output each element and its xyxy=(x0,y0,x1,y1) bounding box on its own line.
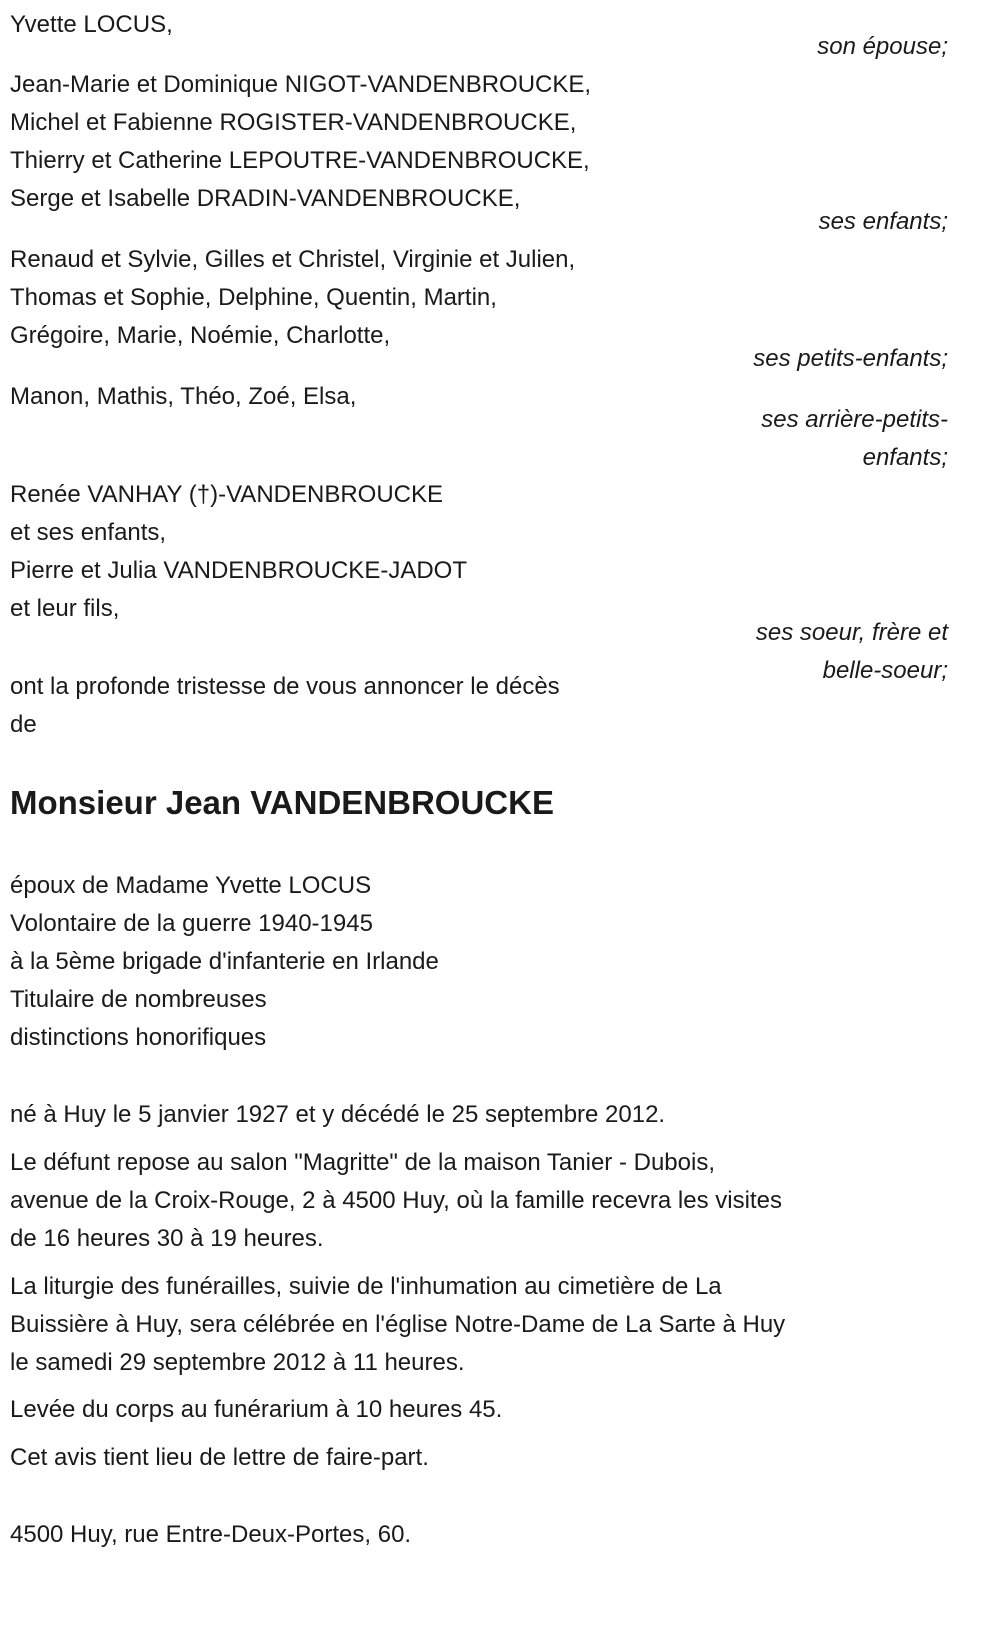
address-line: 4500 Huy, rue Entre-Deux-Portes, 60. xyxy=(10,1521,412,1548)
announcement-line: de xyxy=(10,711,37,738)
name-line: Thierry et Catherine LEPOUTRE-VANDENBROUCKE, xyxy=(10,147,590,174)
deceased-titles xyxy=(10,867,439,1057)
name-line: Michel et Fabienne ROGISTER-VANDENBROUCKE, xyxy=(10,109,577,136)
children-names xyxy=(10,66,591,218)
paragraph-line: Buissière à Huy, sera célébrée en l'église Notre-Dame de La Sarte à Huy xyxy=(10,1311,786,1338)
paragraph-line: avenue de la Croix-Rouge, 2 à 4500 Huy, où la famille recevra les visites xyxy=(10,1187,782,1214)
notice-paragraph xyxy=(10,1439,429,1477)
levee-paragraph xyxy=(10,1391,502,1429)
announcement xyxy=(10,668,560,744)
name-line: et leur fils, xyxy=(10,595,120,622)
name-line: Yvette LOCUS, xyxy=(10,11,173,38)
role-line: ses petits-enfants; xyxy=(753,345,948,372)
paragraph-line: La liturgie des funérailles, suivie de l'inhumation au cimetière de La xyxy=(10,1273,722,1300)
grandchildren-role xyxy=(753,340,948,378)
title-line: époux de Madame Yvette LOCUS xyxy=(10,872,372,899)
address xyxy=(10,1516,411,1554)
paragraph-line: de 16 heures 30 à 19 heures. xyxy=(10,1225,324,1252)
siblings-names xyxy=(10,476,467,628)
name-line: Pierre et Julia VANDENBROUCKE-JADOT xyxy=(10,557,467,584)
paragraph-line: Cet avis tient lieu de lettre de faire-part. xyxy=(10,1444,429,1471)
visitation-paragraph xyxy=(10,1144,782,1258)
paragraph-line: Levée du corps au funérarium à 10 heures 45. xyxy=(10,1396,503,1423)
title-line: à la 5ème brigade d'infanterie en Irlande xyxy=(10,948,439,975)
role-line: belle-soeur; xyxy=(822,657,948,684)
title-line: Volontaire de la guerre 1940-1945 xyxy=(10,910,373,937)
role-line: son épouse; xyxy=(817,33,948,60)
birth-death-paragraph xyxy=(10,1096,665,1134)
title-line: Titulaire de nombreuses xyxy=(10,986,267,1013)
name-line: Thomas et Sophie, Delphine, Quentin, Martin, xyxy=(10,284,497,311)
spouse-role xyxy=(817,28,948,66)
paragraph-line: Le défunt repose au salon "Magritte" de la maison Tanier - Dubois, xyxy=(10,1149,715,1176)
great-grandchildren-names xyxy=(10,378,356,416)
deceased-name: Monsieur Jean VANDENBROUCKE xyxy=(10,784,554,821)
paragraph-line: le samedi 29 septembre 2012 à 11 heures. xyxy=(10,1349,465,1376)
role-line: ses enfants; xyxy=(818,208,948,235)
name-line: Serge et Isabelle DRADIN-VANDENBROUCKE, xyxy=(10,185,521,212)
title-line: distinctions honorifiques xyxy=(10,1024,267,1051)
name-line: Manon, Mathis, Théo, Zoé, Elsa, xyxy=(10,383,357,410)
name-line: Renée VANHAY (†)-VANDENBROUCKE xyxy=(10,481,444,508)
name-line: Grégoire, Marie, Noémie, Charlotte, xyxy=(10,322,391,349)
funeral-paragraph xyxy=(10,1268,785,1382)
announcement-line: ont la profonde tristesse de vous annoncer le décès xyxy=(10,673,560,700)
name-line: et ses enfants, xyxy=(10,519,167,546)
great-grandchildren-role xyxy=(761,401,948,477)
children-role xyxy=(819,203,948,241)
role-line: ses soeur, frère et xyxy=(755,619,948,646)
paragraph-line: né à Huy le 5 janvier 1927 et y décédé le 25 septembre 2012. xyxy=(10,1101,666,1128)
siblings-role xyxy=(756,614,948,690)
role-line: ses arrière-petits- xyxy=(761,406,948,433)
spouse-names xyxy=(10,6,173,44)
grandchildren-names xyxy=(10,241,575,355)
role-line: enfants; xyxy=(862,444,948,471)
name-line: Renaud et Sylvie, Gilles et Christel, Virginie et Julien, xyxy=(10,246,576,273)
name-line: Jean-Marie et Dominique NIGOT-VANDENBROUCKE, xyxy=(10,71,592,98)
